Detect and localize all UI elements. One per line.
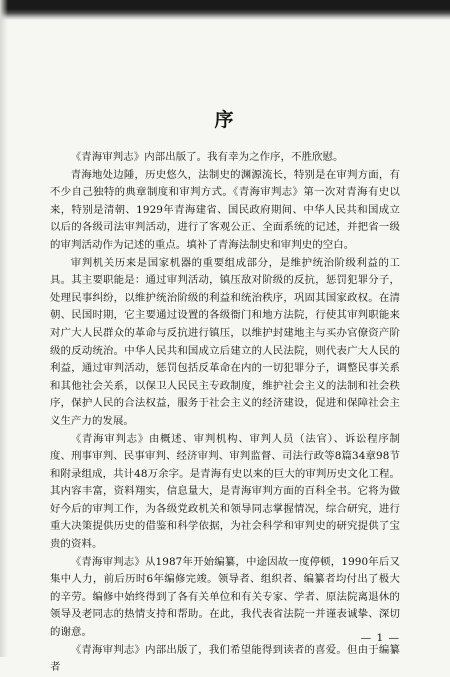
paragraph-4: 《青海审判志》由概述、审判机构、审判人员（法官）、诉讼程序制度、刑事审判、民事审判、经济审判、审判监督、司法行政等8篇34章98节和附录组成，共计48万余字。是青海有史以来的巨大的审判历史文化工程。其内容丰富，资料翔实，信息量大，是青海审判方面的百科全书。它将为做好今后的审判工作，为各级党政机关和领导同志掌握情况，综合研究，进行重大决策提供历史的借鉴和科学依据，为社会科学和审判史的研究提供了宝贵的资料。 [50, 432, 400, 551]
scan-shadow-top [0, 0, 450, 20]
paragraph-2: 青海地处边陲，历史悠久，法制史的渊源流长，特别是在审判方面，有不少自己独特的典章制度和审判方式。《青海审判志》第一次对青海有史以来，特别是清朝、1929年青海建省、国民政府期间、中华人民共和国成立以后的各级司法审判活动，进行了客观公正、全面系统的记述，并把省一级的审判活动作为记述的重点。填补了青海法制史和审判史的空白。 [50, 168, 400, 251]
paragraph-3: 审判机关历来是国家机器的重要组成部分，是维护统治阶级利益的工具。其主要职能是：通过审判活动，镇压敌对阶级的反抗，惩罚犯罪分子，处理民事纠纷，以维护统治阶级的利益和统治秩序，巩固其国家政权。在清朝、民国时期，它主要通过设置的各级衙门和地方法院，行使其审判职能来对广大人民群众的革命与反抗进行镇压，以维护封建地主与买办官僚资产阶级的反动统治。中华人民共和国成立后建立的人民法院，则代表广大人民的利益，通过审判活动，惩罚包括反革命在内的一切犯罪分子，调整民事关系和其他社会关系，以保卫人民民主专政制度，维护社会主义的法制和社会秩序，保护人民的合法权益，服务于社会主义的经济建设，促进和保障社会主义生产力的发展。 [50, 256, 400, 427]
scan-shadow-left [0, 0, 8, 657]
body-text [50, 149, 400, 677]
page-title: 序 [214, 109, 236, 131]
page-number: — 1 — [360, 632, 400, 644]
paragraph-6: 《青海审判志》内部出版了，我们希望能得到读者的喜爱。但由于编纂者 [50, 643, 400, 674]
paragraph-1: 《青海审判志》内部出版了。我有幸为之作序，不胜欣慰。 [70, 151, 344, 163]
paragraph-5: 《青海审判志》从1987年开始编纂，中途因故一度停顿，1990年后又集中人力，前后历时6年编修完竣。领导者、组织者、编纂者均付出了极大的辛劳。编修中始终得到了各有关单位和有关专家、学者、原法院离退休的领导及老同志的热情支持和帮助。在此，我代表省法院一并谨表诚挚、深切的谢意。 [50, 555, 400, 639]
